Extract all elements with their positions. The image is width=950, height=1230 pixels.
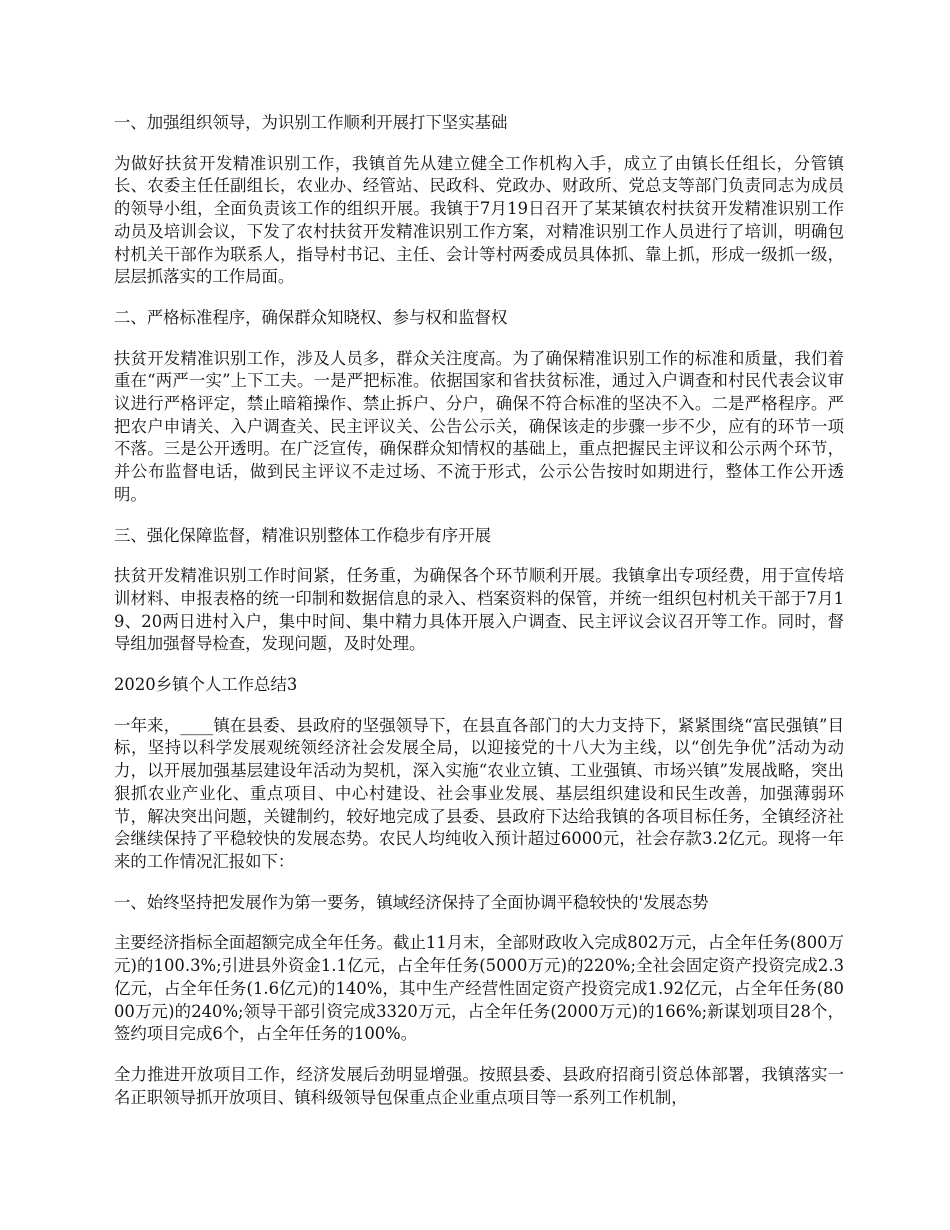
paragraph-3: 扶贫开发精准识别工作时间紧，任务重，为确保各个环节顺利开展。我镇拿出专项经费，用于宣传培训材料、申报表格的统一印制和数据信息的录入、档案资料的保管，并统一组织包村机关干部于7月19、20两日进村入户，集中时间、集中精力具体开展入户调查、民主评议会议召开等工作。同时，督导组加强督导检查，发现问题，及时处理。: [114, 566, 844, 654]
paragraph-4: 一年来，____镇在县委、县政府的坚强领导下，在县直各部门的大力支持下，紧紧围绕“富民强镇”目标，坚持以科学发展观统领经济社会发展全局，以迎接党的十八大为主线，以“创先争优”活动为动力，以开展加强基层建设年活动为契机，深入实施“农业立镇、工业强镇、市场兴镇”发展战略，突出狠抓农业产业化、重点项目、中心村建设、社会事业发展、基层组织建设和民生改善，加强薄弱环节，解决突出问题，关键制约，较好地完成了县委、县政府下达给我镇的各项目标任务，全镇经济社会继续保持了平稳较快的发展态势。农民人均纯收入预计超过6000元，社会存款3.2亿元。现将一年来的工作情况汇报如下：: [114, 715, 844, 871]
paragraph-6: 全力推进开放项目工作，经济发展后劲明显增强。按照县委、县政府招商引资总体部署，我镇落实一名正职领导抓开放项目、镇科级领导包保重点企业重点项目等一系列工作机制，: [114, 1064, 844, 1107]
document-title-3: 2020乡镇个人工作总结3: [114, 675, 298, 695]
paragraph-2: 扶贫开发精准识别工作，涉及人员多，群众关注度高。为了确保精准识别工作的标准和质量，我们着重在“两严一实”上下工夫。一是严把标准。依据国家和省扶贫标准，通过入户调查和村民代表会议审议进行严格评定，禁止暗箱操作、禁止拆户、分户，确保不符合标准的坚决不入。二是严格程序。严把农户申请关、入户调查关、民主评议关、公告公示关，确保该走的步骤一步不少，应有的环节一项不落。三是公开透明。在广泛宣传，确保群众知情权的基础上，重点把握民主评议和公示两个环节，并公布监督电话，做到民主评议不走过场、不流于形式，公示公告按时如期进行，整体工作公开透明。: [114, 348, 844, 504]
section-heading-2: 二、严格标准程序，确保群众知晓权、参与权和监督权: [114, 307, 508, 327]
section-heading-1: 一、加强组织领导，为识别工作顺利开展打下坚实基础: [114, 113, 508, 132]
paragraph-5: 主要经济指标全面超额完成全年任务。截止11月末，全部财政收入完成802万元，占全年任务(800万元)的100.3%;引进县外资金1.1亿元，占全年任务(5000万元)的220%;全社会固定资产投资完成2.3亿元，占全年任务(1.6亿元)的140%，其中生产经营性固定资产投资完成1.92亿元，占全年任务(8000万元)的240%;领导干部引资完成3320万元，占全年任务(2000万元)的166%;新谋划项目28个，签约项目完成6个，占全年任务的100%。: [114, 933, 844, 1044]
document-page: [114, 112, 844, 1127]
paragraph-1: 为做好扶贫开发精准识别工作，我镇首先从建立健全工作机构入手，成立了由镇长任组长，分管镇长、农委主任任副组长，农业办、经管站、民政科、党政办、财政所、党总支等部门负责同志为成员的领导小组，全面负责该工作的组织开展。我镇于7月19日召开了某某镇农村扶贫开发精准识别工作动员及培训会议，下发了农村扶贫开发精准识别工作方案，对精准识别工作人员进行了培训，明确包村机关干部作为联系人，指导村书记、主任、会计等村两委成员具体抓、靠上抓，形成一级抓一级，层层抓落实的工作局面。: [114, 153, 844, 287]
section-heading-4: 一、始终坚持把发展作为第一要务，镇域经济保持了全面协调平稳较快的'发展态势: [114, 892, 709, 912]
section-heading-3: 三、强化保障监督，精准识别整体工作稳步有序开展: [114, 525, 491, 545]
